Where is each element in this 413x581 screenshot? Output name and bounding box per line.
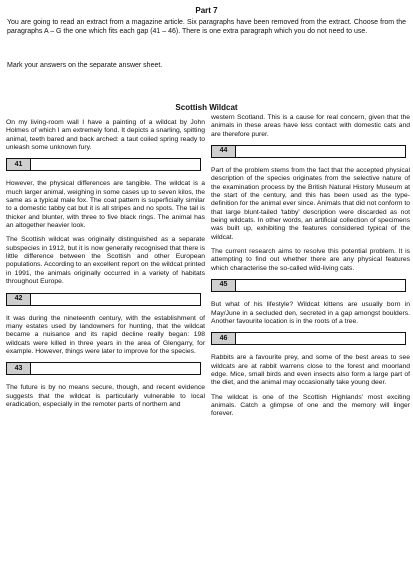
article-paragraph: On my living-room wall I have a painting of a wildcat by John Holmes of which I am extremely fond. It depicts a snarling, spitting animal, teeth bared and back arched: a taut coiled spring ready to unleash some unknown fury. — [6, 119, 205, 152]
article-paragraph: Part of the problem stems from the fact that the accepted physical description of the species originates from the selective nature of the examination process by the British Natural History Museum at the start of the century, and this has been used as the type-definition for the animal ever since. Animals that did not conform to that large blunt-tailed 'tabby' description were discarded as not being wildcats. In other words, an artificial collection of specimens was built up, exhibiting the features considered typical of the wildcat. — [211, 167, 410, 241]
gap-blank — [236, 280, 405, 291]
article-paragraph: However, the physical differences are tangible. The wildcat is a much larger animal, weighing in some cases up to seven kilos, the same as a typical male fox. The coat pattern is superficially similar to a domestic tabby cat but it is all stripes and no spots. The tail is thicker and blunter, with three to five black rings. The animal has an altogether heavier look. — [6, 180, 205, 230]
article-paragraph: western Scotland. This is a cause for real concern, given that the animals in these areas have less contact with domestic cats and are therefore purer. — [211, 114, 410, 138]
gap-blank — [31, 363, 200, 374]
gap-blank — [236, 333, 405, 344]
article-paragraph: But what of his lifestyle? Wildcat kittens are usually born in May/June in a secluded den, secreted in a gap amongst boulders. Another favourite location is in the roots of a tree. — [211, 301, 410, 325]
gap-blank — [31, 294, 200, 305]
answer-gap-43[interactable] — [6, 362, 201, 375]
article-paragraph: The future is by no means secure, though, and recent evidence suggests that the wildcat is particularly vulnerable to local eradication, especially in the remoter parts of northern and — [6, 384, 205, 408]
gap-number: 44 — [212, 146, 236, 157]
gap-number: 45 — [212, 280, 236, 291]
gap-blank — [31, 159, 200, 170]
article-paragraph: The wildcat is one of the Scottish Highlands' most exciting animals. Catch a glimpse of one and the memory will linger forever. — [211, 393, 410, 418]
task-introduction: You are going to read an extract from a magazine article. Six paragraphs have been removed from the extract. Choose from the paragraphs A – G the one which fits each gap (41 – 46). There is one extra paragraph which you do not need to use. — [7, 19, 406, 35]
answer-gap-46[interactable] — [211, 332, 406, 345]
article-paragraph: It was during the nineteenth century, with the establishment of many estates used by landowners for hunting, that the wildcat became a nuisance and its rapid decline really began: 198 wildcats were killed in three years in the area of Glengarry, for example. However, things were later to improve for the species. — [6, 314, 205, 355]
article-paragraph: Rabbits are a favourite prey, and some of the best areas to see wildcats are at rabbit warrens close to the forest and moorland edge. Mice, small birds and even insects also form a large part of the diet, and the animal may occasionally take young deer. — [211, 354, 410, 387]
answer-gap-44[interactable] — [211, 145, 406, 158]
gap-number: 43 — [7, 363, 31, 374]
gap-number: 42 — [7, 294, 31, 305]
answer-sheet-instruction: Mark your answers on the separate answer sheet. — [7, 62, 163, 69]
article-paragraph: The current research aims to resolve this potential problem. It is attempting to find out whether there are any physical features which characterise the so-called wild-living cats. — [211, 248, 410, 272]
gap-number: 41 — [7, 159, 31, 170]
answer-gap-45[interactable] — [211, 279, 406, 292]
gap-blank — [236, 146, 405, 157]
part-title: Part 7 — [195, 6, 218, 15]
answer-gap-42[interactable] — [6, 293, 201, 306]
article-right-column — [211, 114, 410, 425]
answer-gap-41[interactable] — [6, 158, 201, 171]
article-left-column — [6, 119, 205, 415]
gap-number: 46 — [212, 333, 236, 344]
article-paragraph: The Scottish wildcat was originally distinguished as a separate subspecies in 1912, but it is now generally recognised that there is little difference between the Scottish and other European populations. According to an excellent report on the wildcat printed in 1991, the animals originally occurred in a variety of habitats throughout Europe. — [6, 236, 205, 286]
article-title: Scottish Wildcat — [175, 103, 238, 112]
